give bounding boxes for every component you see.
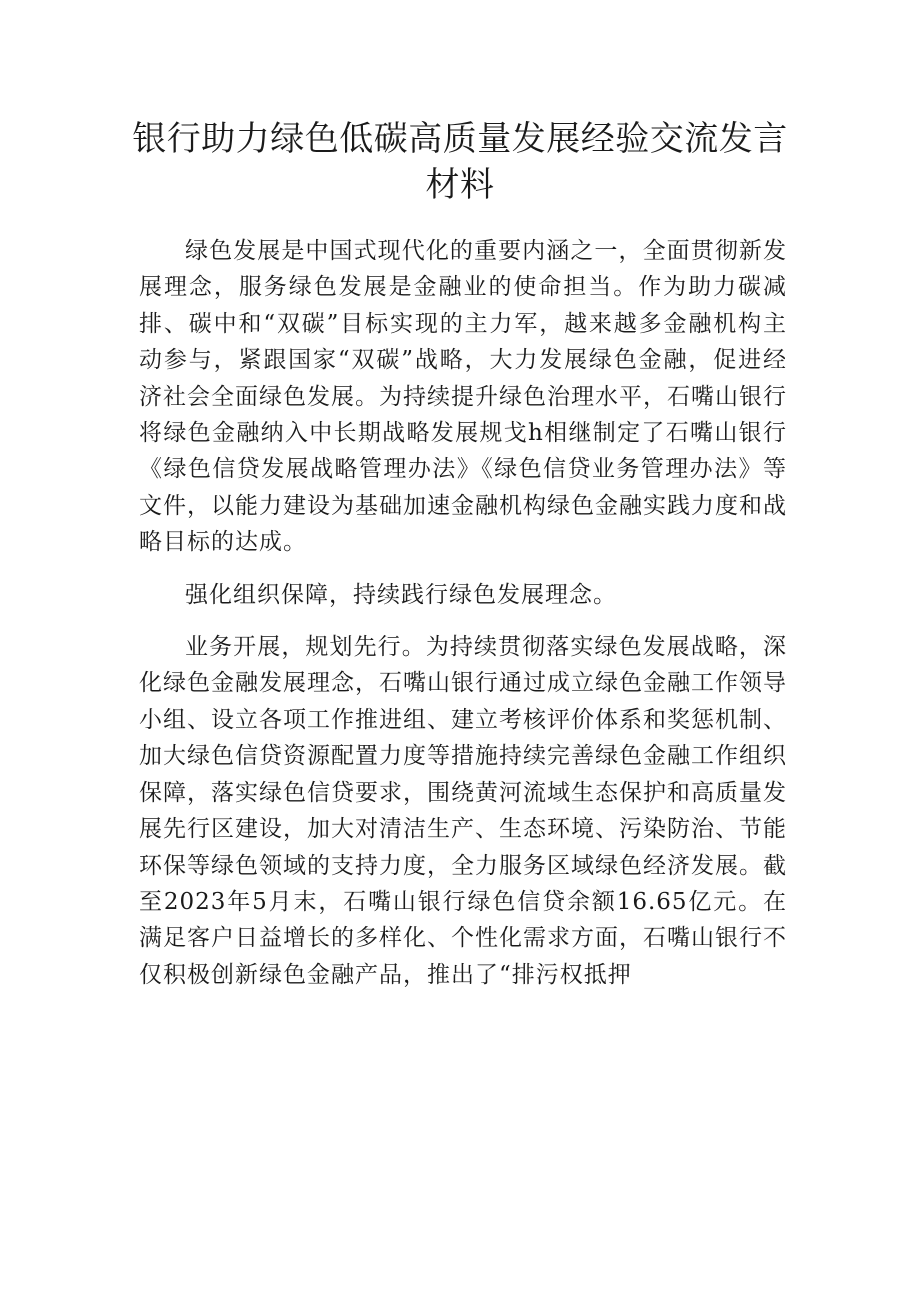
paragraph-intro: 绿色发展是中国式现代化的重要内涵之一，全面贯彻新发展理念，服务绿色发展是金融业的使命担当。作为助力碳减排、碳中和“双碳”目标实现的主力军，越来越多金融机构主动参与，紧跟国家“双碳”战略，大力发展绿色金融，促进经济社会全面绿色发展。为持续提升绿色治理水平，石嘴山银行将绿色金融纳入中长期战略发展规戈h相继制定了石嘴山银行《绿色信贷发展战略管理办法》《绿色信贷业务管理办法》等文件，以能力建设为基础加速金融机构绿色金融实践力度和战略目标的达成。 <box>139 238 787 556</box>
document-title: 银行助力绿色低碳高质量发展经验交流发言材料 <box>132 119 788 205</box>
paragraph-business: 业务开展，规划先行。为持续贯彻落实绿色发展战略，深化绿色金融发展理念，石嘴山银行通过成立绿色金融工作领导小组、设立各项工作推进组、建立考核评价体系和奖惩机制、加大绿色信贷资源配置力度等措施持续完善绿色金融工作组织保障，落实绿色信贷要求，围绕黄河流域生态保护和高质量发展先行区建设，加大对清洁生产、生态环境、污染防治、节能环保等绿色领域的支持力度，全力服务区域绿色经济发展。截至2023年5月末，石嘴山银行绿色信贷余额16.65亿元。在满足客户日益增长的多样化、个性化需求方面，石嘴山银行不仅积极创新绿色金融产品，推出了“排污权抵押 <box>139 634 787 988</box>
document-body <box>139 233 787 993</box>
paragraph-section-heading: 强化组织保障，持续践行绿色发展理念。 <box>185 581 617 608</box>
